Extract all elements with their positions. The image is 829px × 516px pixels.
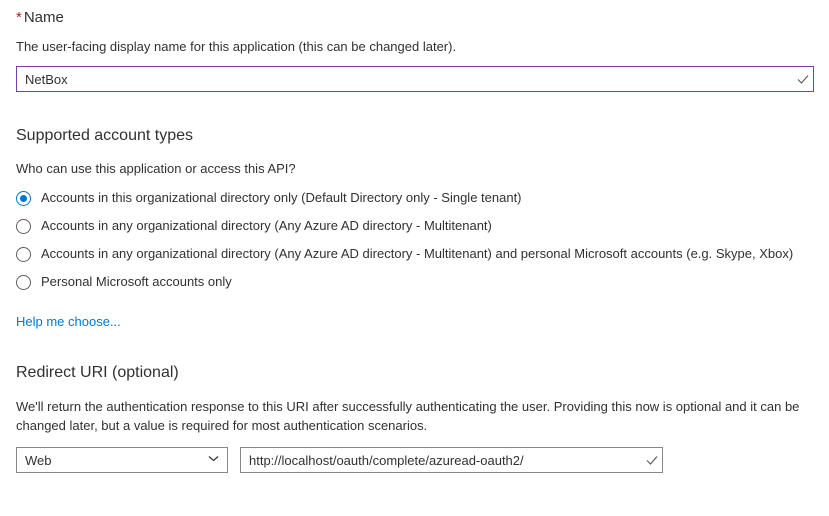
checkmark-icon (642, 453, 662, 467)
radio-option-multitenant-personal[interactable] (16, 244, 813, 264)
checkmark-icon (793, 72, 813, 86)
name-field-description: The user-facing display name for this application (this can be changed later). (16, 39, 457, 54)
radio-label: Accounts in this organizational directory only (Default Directory only - Single tenant) (41, 190, 522, 205)
required-indicator: * (16, 9, 22, 26)
redirect-uri-input[interactable] (241, 449, 642, 471)
name-field-label (16, 8, 813, 28)
radio-option-multitenant[interactable] (16, 216, 813, 236)
redirect-uri-description (16, 397, 806, 435)
redirect-uri-description-line1: We'll return the authentication response to this URI after successfully authenticating the user. Providing this now is optional and it can be (16, 399, 800, 414)
radio-button-icon[interactable] (16, 247, 31, 262)
radio-label: Accounts in any organizational directory (Any Azure AD directory - Multitenant) (41, 218, 492, 233)
radio-button-icon[interactable] (16, 275, 31, 290)
name-input[interactable] (17, 68, 793, 90)
supported-account-types-title: Supported account types (16, 127, 194, 144)
radio-label: Personal Microsoft accounts only (41, 274, 232, 289)
redirect-uri-input-container[interactable] (240, 447, 663, 473)
radio-button-icon[interactable] (16, 191, 31, 206)
help-me-choose-link[interactable]: Help me choose... (16, 314, 121, 329)
platform-select[interactable] (16, 447, 228, 473)
radio-option-personal-only[interactable] (16, 272, 813, 292)
redirect-uri-row (16, 447, 813, 473)
platform-select-value: Web (25, 452, 52, 468)
chevron-down-icon (208, 455, 219, 465)
redirect-uri-description-line2: changed later, but a value is required for most authentication scenarios. (16, 418, 428, 433)
redirect-uri-title: Redirect URI (optional) (16, 364, 179, 381)
account-types-radio-group (16, 188, 813, 292)
radio-button-icon[interactable] (16, 219, 31, 234)
name-label-text: Name (23, 9, 64, 26)
radio-option-single-tenant[interactable] (16, 188, 813, 208)
radio-label: Accounts in any organizational directory (Any Azure AD directory - Multitenant) and personal Microsoft accounts (e.g. Skype, Xbox) (41, 246, 794, 261)
name-input-container[interactable] (16, 66, 814, 92)
supported-account-types-description: Who can use this application or access this API? (16, 161, 296, 176)
